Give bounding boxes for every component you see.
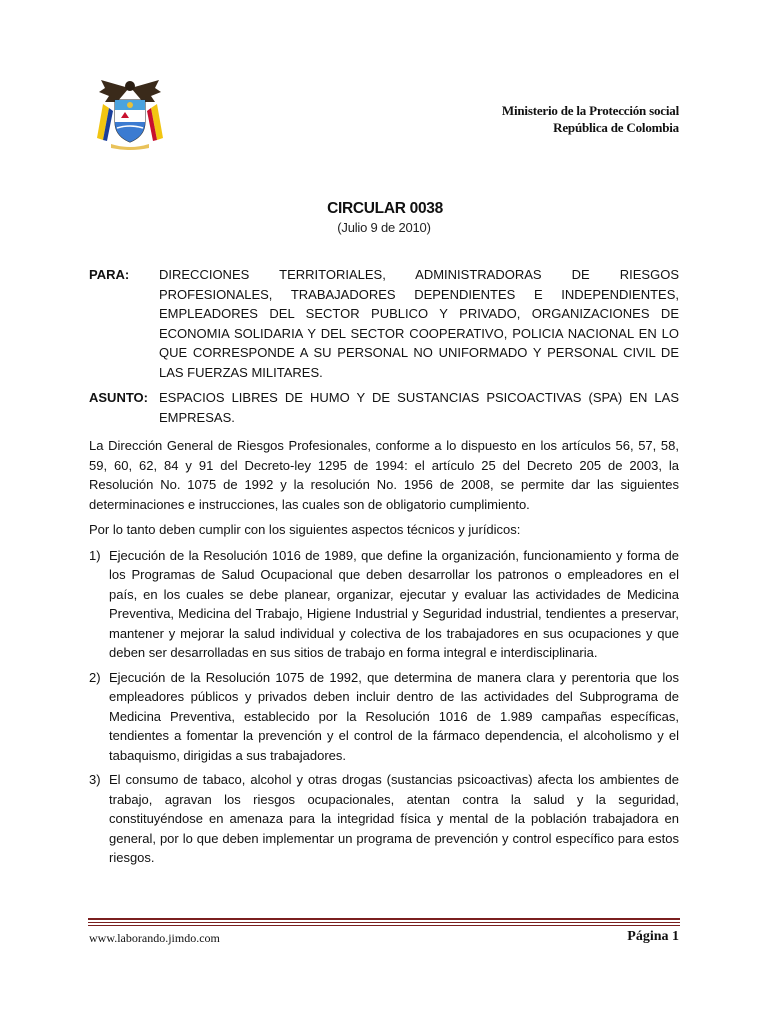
para-section (89, 265, 679, 382)
intro-paragraph: La Dirección General de Riesgos Profesionales, conforme a lo dispuesto en los artículos 56, 57, 58, 59, 60, 62, 84 y 91 del Decreto-ley 1295 de 1994: el artículo 25 del Decreto 205 de 2003, la Resolución No. 1075 de 1992 y la resolución No. 1956 de 2008, se permite dar las siguientes determinaciones e instrucciones, las cuales son de obligatorio cumplimiento. (89, 438, 679, 512)
asunto-subject: ESPACIOS LIBRES DE HUMO Y DE SUSTANCIAS PSICOACTIVAS (SPA) EN LAS EMPRESAS. (159, 390, 679, 425)
lead-paragraph: Por lo tanto deben cumplir con los siguientes aspectos técnicos y jurídicos: (89, 522, 521, 537)
requirements-list (89, 546, 679, 868)
list-item-number: 1) (89, 547, 101, 563)
asunto-section (89, 388, 679, 427)
coat-of-arms-logo (95, 78, 165, 150)
para-recipients: DIRECCIONES TERRITORIALES, ADMINISTRADORAS DE RIESGOS PROFESIONALES, TRABAJADORES DEPENDIENTES E INDEPENDIENTES, EMPLEADORES DEL SECTOR PUBLICO Y PRIVADO, ORGANIZACIONES DE ECONOMIA SOLIDARIA Y DEL SECTOR COOPERATIVO, POLICIA NACIONAL EN LO QUE CORRESPONDE A SU PERSONAL NO UNIFORMADO Y PERSONAL CIVIL DE LAS FUERZAS MILITARES. (159, 267, 679, 380)
list-item (89, 546, 679, 663)
list-item-text: Ejecución de la Resolución 1075 de 1992, que determina de manera clara y perentoria que los empleadores públicos y privados deben incluir dentro de las actividades del Subprograma de Medicina Preventiva, establecido por la Resolución 1016 de 1.989 campañas específicas, tendientes a fomentar la prevención y el control de la fármaco dependencia, el alcoholismo y el tabaquismo, dirigidas a sus trabajadores. (109, 669, 679, 763)
list-item-number: 3) (89, 772, 101, 787)
circular-title: CIRCULAR 0038 (327, 200, 443, 217)
footer-divider (88, 922, 680, 923)
para-label: PARA: (89, 267, 130, 282)
page-number: Página 1 (627, 929, 679, 944)
list-item-text: Ejecución de la Resolución 1016 de 1989, que define la organización, funcionamiento y forma de los Programas de Salud Ocupacional que deben desarrollar los patronos o empleadores en el país, en los cuales se debe planear, organizar, ejecutar y evaluar las actividades de Medicina Preventiva, Medicina del Trabajo, Higiene Industrial y Seguridad industrial, tendientes a preservar, mantener y mejorar la salud individual y colectiva de los trabajadores en sus ocupaciones y que deben ser desarrolladas en sus sitios de trabajo en forma integral e interdisciplinaria. (109, 547, 679, 660)
asunto-label: ASUNTO: (89, 390, 148, 405)
ministry-header (502, 102, 679, 136)
list-item (89, 668, 679, 766)
footer-divider (88, 925, 680, 926)
circular-title-block (0, 200, 768, 235)
circular-body (89, 436, 679, 873)
list-item (89, 770, 679, 868)
footer-divider (88, 918, 680, 920)
footer-website: www.laborando.jimdo.com (89, 931, 220, 945)
country-name: República de Colombia (553, 120, 679, 135)
list-item-text: El consumo de tabaco, alcohol y otras drogas (sustancias psicoactivas) afecta los ambientes de trabajo, agravan los riesgos ocupacionales, atentan contra la salud y la seguridad, constituyéndose en amenaza para la integridad física y mental de la población trabajadora en general, por lo que deben implementar un programa de prevención y control específico para estos riesgos. (109, 772, 679, 865)
list-item-number: 2) (89, 669, 101, 685)
ministry-name: Ministerio de la Protección social (501, 103, 679, 118)
circular-date: (Julio 9 de 2010) (337, 220, 431, 235)
